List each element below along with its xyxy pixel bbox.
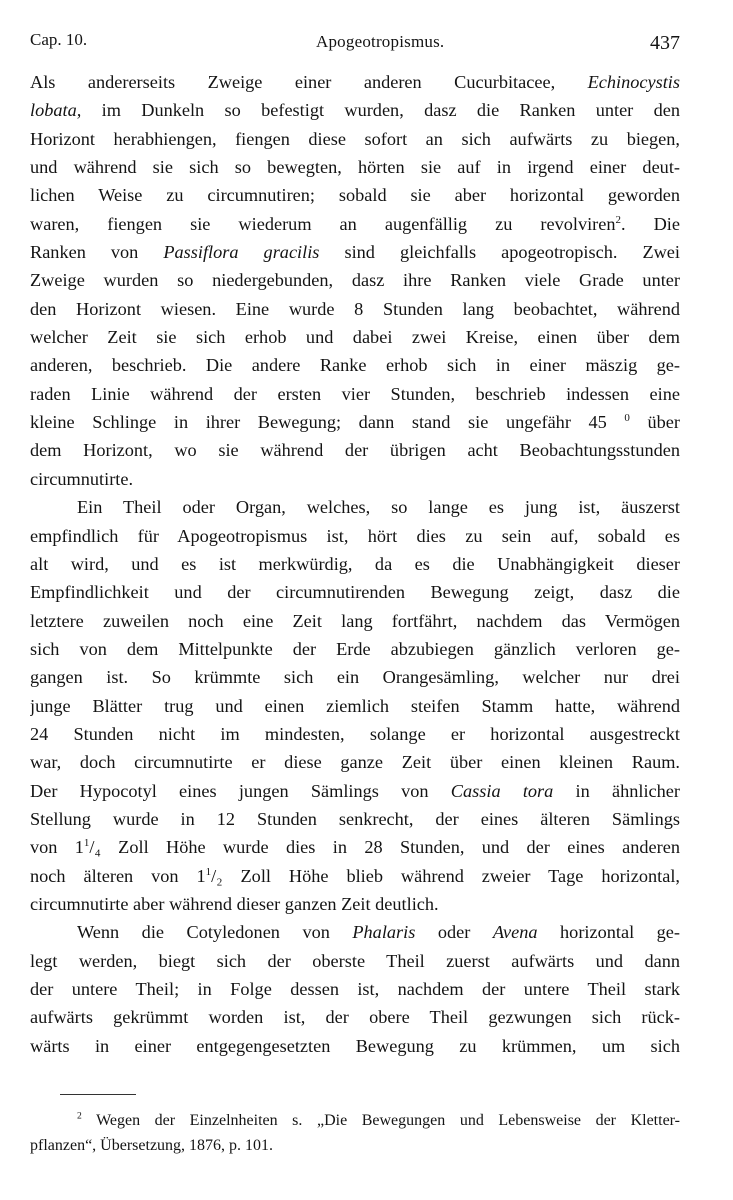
text-line <box>30 153 680 181</box>
chapter-label: Cap. 10. <box>30 30 88 49</box>
running-head <box>30 28 680 58</box>
text-run: alt wird, und es ist merkwürdig, da es die Unabhängigkeit dieser <box>30 553 680 574</box>
text-line <box>30 408 680 436</box>
text-run: Ranken von <box>30 242 164 263</box>
italic-text: lobata, <box>30 100 82 121</box>
footnote <box>30 1108 680 1158</box>
text-line <box>30 125 680 153</box>
text-run: circumnutirte. <box>30 468 134 489</box>
text-line <box>30 181 680 209</box>
text-run: Als andererseits Zweige einer anderen Cucurbitacee, <box>30 72 588 92</box>
text-line <box>30 862 680 890</box>
text-line <box>30 918 680 946</box>
superscript: 0 <box>624 412 630 425</box>
superscript: 2 <box>77 1110 82 1122</box>
text-run: waren, fiengen sie wiederum an augenfällig zu revolviren <box>30 213 616 234</box>
text-line <box>30 493 680 521</box>
text-run: Zweige wurden so niedergebunden, dasz ihre Ranken viele Grade unter <box>30 270 680 291</box>
text-line <box>30 465 680 493</box>
italic-text: Avena <box>492 922 538 943</box>
text-run: dem Horizont, wo sie während der übrigen acht Beobachtungsstunden <box>30 440 680 461</box>
text-line <box>30 692 680 720</box>
text-line <box>30 607 680 635</box>
body-text <box>30 68 680 1060</box>
text-line <box>30 635 680 663</box>
text-run: Empfindlichkeit und der circumnutirenden Bewegung zeigt, dasz die <box>30 582 680 603</box>
text-run: Stellung wurde in 12 Stunden senkrecht, der eines älteren Sämlings <box>30 808 680 829</box>
text-line <box>30 975 680 1003</box>
section-title: Apogeotropismus. <box>316 32 445 51</box>
text-run: empfindlich für Apogeotropismus ist, hört dies zu sein auf, sobald es <box>30 525 680 546</box>
text-line <box>30 522 680 550</box>
italic-text: Cassia tora <box>450 780 554 801</box>
text-line <box>30 238 680 266</box>
text-run: wärts in einer entgegengesetzten Bewegung zu krümmen, um sich <box>30 1035 680 1056</box>
text-run: lichen Weise zu circumnutiren; sobald sie aber horizontal geworden <box>30 185 680 206</box>
text-line <box>30 720 680 748</box>
text-run: oder <box>415 922 493 943</box>
text-line <box>30 351 680 379</box>
text-line <box>30 1003 680 1031</box>
text-run: gangen ist. So krümmte sich ein Orangesämling, welcher nur drei <box>30 667 680 688</box>
text-run: den Horizont wiesen. Eine wurde 8 Stunden lang beobachtet, während <box>30 298 680 319</box>
text-run: anderen, beschrieb. Die andere Ranke erhob sich in einer mäszig ge- <box>30 355 680 376</box>
text-line <box>30 663 680 691</box>
superscript: 2 <box>615 213 621 226</box>
footnote-line <box>30 1108 680 1133</box>
footnote-rule <box>60 1094 136 1095</box>
text-run: und während sie sich so bewegten, hörten sie auf in irgend einer deut- <box>30 157 680 178</box>
text-run: /₂ Zoll Höhe blieb während zweier Tage horizontal, <box>211 865 680 886</box>
text-line <box>30 266 680 294</box>
paragraph <box>30 493 680 918</box>
text-run: letztere zuweilen noch eine Zeit lang fortfährt, nachdem das Vermögen <box>30 610 680 631</box>
text-run: Wenn die Cotyledonen von <box>77 922 353 943</box>
text-line <box>30 436 680 464</box>
italic-text: Phalaris <box>352 922 416 943</box>
text-run: raden Linie während der ersten vier Stunden, beschrieb indessen eine <box>30 383 680 404</box>
page-number: 437 <box>650 32 680 54</box>
text-run: welcher Zeit sie sich erhob und dabei zwei Kreise, einen über dem <box>30 327 680 348</box>
superscript: 1 <box>205 865 212 878</box>
text-run: . Die <box>621 213 680 234</box>
paragraph <box>30 68 680 493</box>
text-run: pflanzen“, Übersetzung, 1876, p. 101. <box>30 1137 274 1154</box>
text-run: Ein Theil oder Organ, welches, so lange es jung ist, äuszerst <box>77 497 680 518</box>
text-run: junge Blätter trug und einen ziemlich steifen Stamm hatte, während <box>30 695 680 716</box>
text-line <box>30 295 680 323</box>
text-run: aufwärts gekrümmt worden ist, der obere Theil gezwungen sich rück- <box>30 1007 680 1028</box>
paragraph <box>30 918 680 1060</box>
text-line <box>30 805 680 833</box>
text-line <box>30 777 680 805</box>
text-run: in ähnlicher <box>553 780 680 801</box>
text-run: im Dunkeln so befestigt wurden, dasz die Ranken unter den <box>81 100 680 121</box>
text-run: war, doch circumnutirte er diese ganze Zeit über einen kleinen Raum. <box>30 752 680 773</box>
text-line <box>30 380 680 408</box>
text-run: circumnutirte aber während dieser ganzen Zeit deutlich. <box>30 893 439 914</box>
text-line <box>30 890 680 918</box>
text-line <box>30 947 680 975</box>
text-run: 24 Stunden nicht im mindesten, solange er horizontal ausgestreckt <box>30 723 680 744</box>
text-run: sind gleichfalls apogeotropisch. Zwei <box>319 242 680 263</box>
text-line <box>30 210 680 238</box>
text-run: Wegen der Einzelnheiten s. „Die Bewegungen und Lebensweise der Kletter- <box>81 1112 680 1129</box>
footnote-line <box>30 1133 680 1158</box>
text-line <box>30 1032 680 1060</box>
text-run: Horizont herabhiengen, fiengen diese sofort an sich aufwärts zu biegen, <box>30 128 680 149</box>
text-run: sich von dem Mittelpunkte der Erde abzubiegen gänzlich verloren ge- <box>30 638 680 659</box>
superscript: 1 <box>83 837 90 850</box>
italic-text: Echinocystis <box>587 72 680 92</box>
text-line <box>30 68 680 96</box>
text-run: von 1 <box>30 837 84 858</box>
text-run: über <box>629 412 680 433</box>
text-run: /₄ Zoll Höhe wurde dies in 28 Stunden, und der eines anderen <box>89 837 680 858</box>
text-line <box>30 550 680 578</box>
text-line <box>30 578 680 606</box>
text-run: legt werden, biegt sich der oberste Theil zuerst aufwärts und dann <box>30 950 680 971</box>
text-line <box>30 96 680 124</box>
text-run: der untere Theil; in Folge dessen ist, nachdem der untere Theil stark <box>30 979 680 999</box>
text-run: Der Hypocotyl eines jungen Sämlings von <box>30 780 451 801</box>
italic-text: Passiflora gracilis <box>163 242 320 263</box>
text-line <box>30 833 680 861</box>
text-run: horizontal ge- <box>537 922 680 943</box>
text-line <box>30 748 680 776</box>
text-line <box>30 323 680 351</box>
text-run: kleine Schlinge in ihrer Bewegung; dann stand sie ungefähr 45 <box>30 412 625 433</box>
text-run: noch älteren von 1 <box>30 865 206 886</box>
